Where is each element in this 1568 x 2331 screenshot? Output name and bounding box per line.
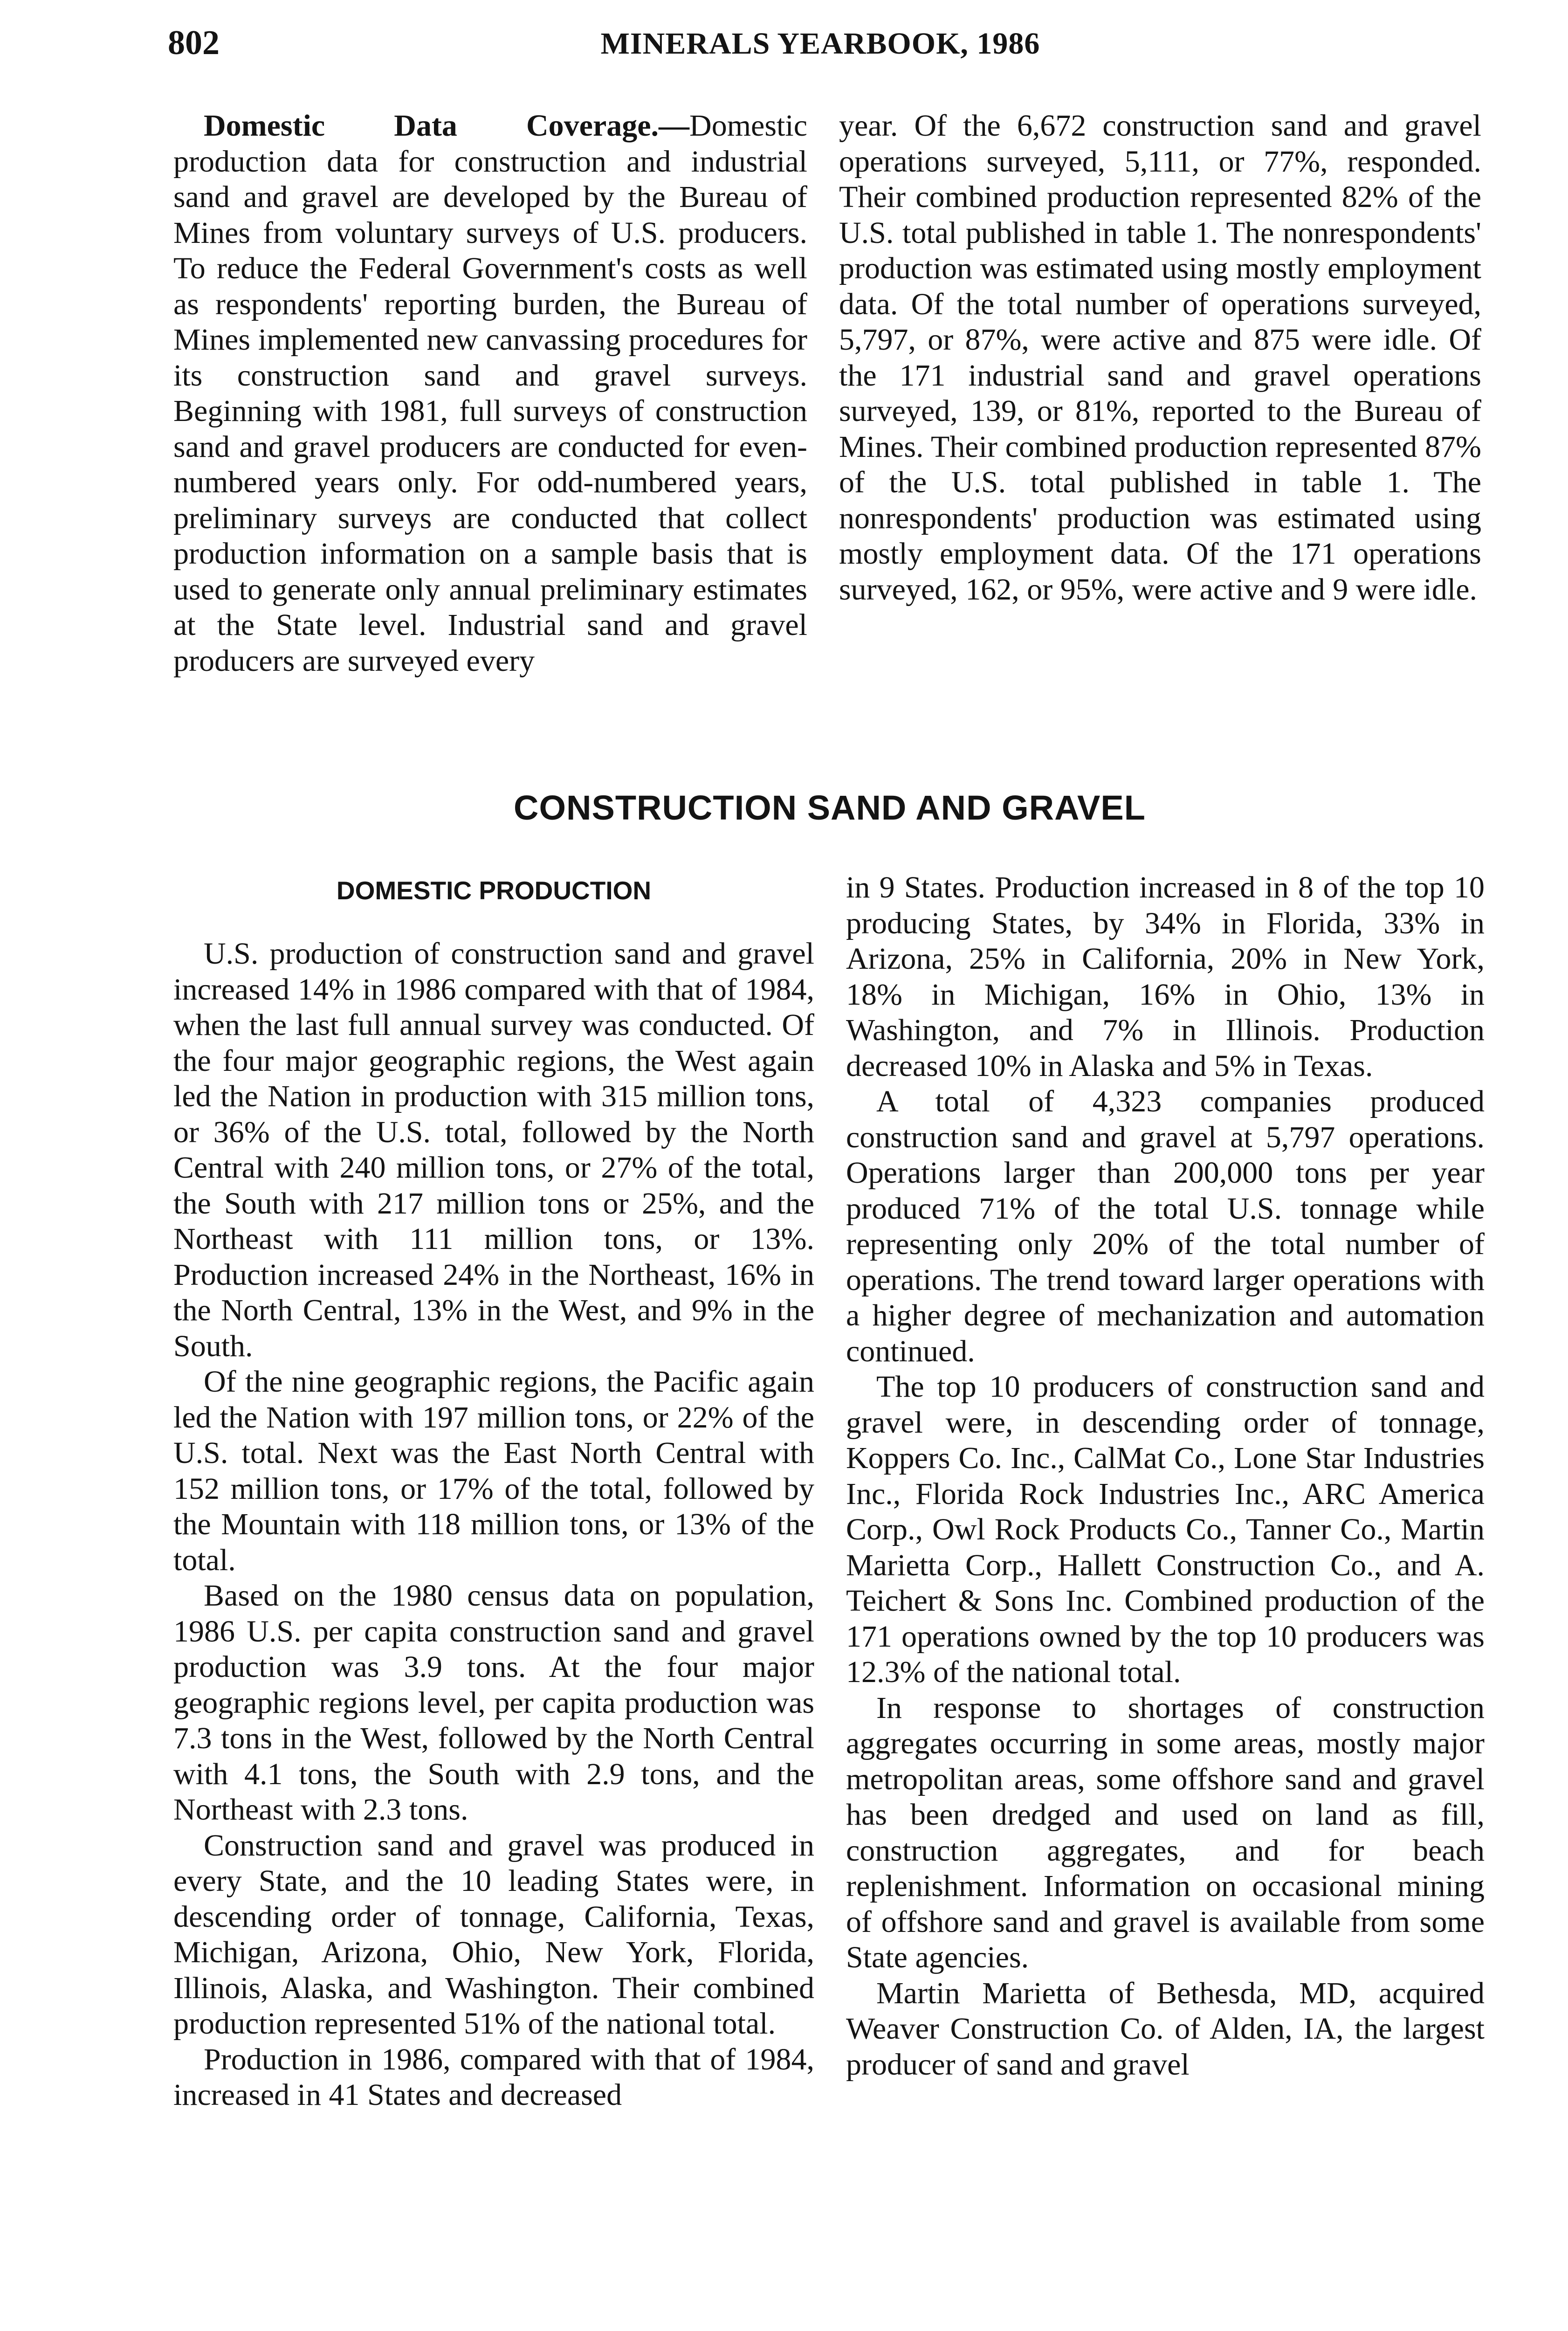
page-header [168,23,1473,75]
paragraph: Production in 1986, compared with that of 1984, increased in 41 States and decreased [173,2042,814,2112]
intro-run-in-heading: Domestic Data Coverage.— [204,109,690,143]
paragraph: In response to shortages of construction aggregates occurring in some areas, mostly major metropolitan areas, some offshore sand and gravel has been dredged and used on land as fill, construction aggregates, and for beach replenishment. Information on occasional mining of offshore sand and gravel is available from some State agencies. [846,1690,1485,1974]
intro-paragraph [173,108,807,679]
paragraph: U.S. production of construction sand and gravel increased 14% in 1986 compared with that of 1984, when the last full annual survey was conducted. Of the four major geographic regions, the West again led the Nation in production with 315 million tons, or 36% of the U.S. total, followed by the North Central with 240 million tons, or 27% of the total, the South with 217 million tons or 25%, and the Northeast with 111 million tons, or 13%. Production increased 24% in the Northeast, 16% in the North Central, 13% in the West, and 9% in the South. [173,937,814,1363]
running-head: MINERALS YEARBOOK, 1986 [600,27,1040,61]
paragraph: Martin Marietta of Bethesda, MD, acquired Weaver Construction Co. of Alden, IA, the largest producer of sand and gravel [846,1976,1485,2082]
paragraph: A total of 4,323 companies produced construction sand and gravel at 5,797 operations. Operations larger than 200,000 tons per year produced 71% of the total U.S. tonnage while representing only 20% of the total number of operations. The trend toward larger operations with a higher degree of mechanization and automation continued. [846,1084,1485,1368]
intro-right-column [839,108,1481,607]
continued-paragraph: in 9 States. Production increased in 8 of the top 10 producing States, by 34% in Florida, 33% in Arizona, 25% in California, 20% in New York, 18% in Michigan, 16% in Ohio, 13% in Washington, and 7% in Illinois. Production decreased 10% in Alaska and 5% in Texas. [846,870,1485,1083]
paragraph: Based on the 1980 census data on population, 1986 U.S. per capita construction sand and gravel production was 3.9 tons. At the four major geographic regions level, per capita production was 7.3 tons in the West, followed by the North Central with 4.1 tons, the South with 2.9 tons, and the Northeast with 2.3 tons. [173,1579,814,1827]
intro-left-column [173,108,807,679]
right-text-column [846,870,1485,2083]
paragraph: Of the nine geographic regions, the Pacific again led the Nation with 197 million tons, or 22% of the U.S. total. Next was the East North Central with 152 million tons, or 17% of the total, followed by the Mountain with 118 million tons, or 13% of the total. [173,1365,814,1577]
paragraph: Construction sand and gravel was produced in every State, and the 10 leading States were, in descending order of tonnage, California, Texas, Michigan, Arizona, Ohio, New York, Florida, Illinois, Alaska, and Washington. Their combined production represented 51% of the national total. [173,1828,814,2041]
page-number: 802 [168,24,220,62]
intro-left-text: Domestic production data for construction and industrial sand and gravel are developed by the Bureau of Mines from voluntary surveys of U.S. producers. To reduce the Federal Government's costs as well as respondents' reporting burden, the Bureau of Mines implemented new canvassing procedures for its construction sand and gravel surveys. Beginning with 1981, full surveys of construction sand and gravel producers are conducted for even-numbered years only. For odd-numbered years, preliminary surveys are conducted that collect production information on a sample basis that is used to generate only annual preliminary estimates at the State level. Industrial sand and gravel producers are surveyed every [173,109,807,678]
left-text-column [173,936,814,2113]
paragraph: The top 10 producers of construction sand and gravel were, in descending order of tonnage, Koppers Co. Inc., CalMat Co., Lone Star Industries Inc., Florida Rock Industries Inc., ARC America Corp., Owl Rock Products Co., Tanner Co., Martin Marietta Corp., Hallett Construction Co., and A. Teichert & Sons Inc. Combined production of the 171 operations owned by the top 10 producers was 12.3% of the national total. [846,1370,1485,1689]
subheading-domestic-production: DOMESTIC PRODUCTION [336,876,652,905]
intro-right-text: year. Of the 6,672 construction sand and gravel operations surveyed, 5,111, or 77%, responded. Their combined production represented 82% of the U.S. total published in table 1. The nonrespondents' production was estimated using mostly employment data. Of the total number of operations surveyed, 5,797, or 87%, were active and 875 were idle. Of the 171 industrial sand and gravel operations surveyed, 139, or 81%, reported to the Bureau of Mines. Their combined production represented 87% of the U.S. total published in table 1. The nonrespondents' production was estimated using mostly employment data. Of the 171 operations surveyed, 162, or 95%, were active and 9 were idle. [839,109,1481,607]
section-title: CONSTRUCTION SAND AND GRAVEL [514,788,1146,827]
